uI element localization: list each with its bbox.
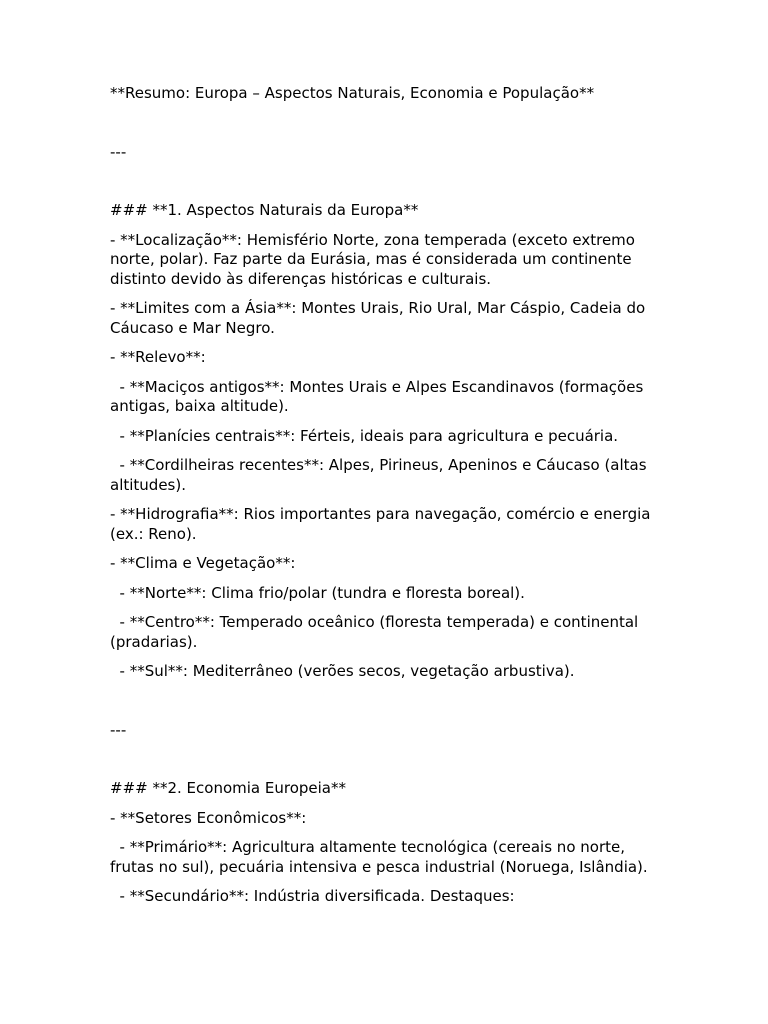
list-item: - **Primário**: Agricultura altamente tecnológica (cereais no norte, frutas no sul), pecuária intensiva e pesca industrial (Noruega, Islândia).: [110, 838, 648, 876]
list-item: - **Maciços antigos**: Montes Urais e Alpes Escandinavos (formações antigas, baixa altitude).: [110, 377, 649, 415]
list-item: - **Centro**: Temperado oceânico (floresta temperada) e continental (pradarias).: [110, 613, 643, 651]
section-heading: ### **2. Economia Europeia**: [110, 779, 346, 797]
separator: ---: [110, 142, 127, 161]
list-item: - **Hidrografia**: Rios importantes para navegação, comércio e energia (ex.: Reno).: [110, 505, 656, 543]
document-body: [110, 84, 670, 907]
section-heading: ### **1. Aspectos Naturais da Europa**: [110, 201, 419, 219]
list-item: - **Limites com a Ásia**: Montes Urais, Rio Ural, Mar Cáspio, Cadeia do Cáucaso e Mar Negro.: [110, 299, 650, 337]
list-item: - **Setores Econômicos**:: [110, 808, 307, 827]
list-item: - **Clima e Vegetação**:: [110, 554, 296, 572]
list-item: - **Planícies centrais**: Férteis, ideais para agricultura e pecuária.: [110, 426, 619, 445]
document-title: **Resumo: Europa – Aspectos Naturais, Economia e População**: [110, 84, 595, 102]
list-item: - **Sul**: Mediterrâneo (verões secos, vegetação arbustiva).: [110, 662, 575, 680]
list-item: - **Cordilheiras recentes**: Alpes, Pirineus, Apeninos e Cáucaso (altas altitudes).: [110, 456, 652, 494]
list-item: - **Relevo**:: [110, 348, 206, 366]
list-item: - **Norte**: Clima frio/polar (tundra e floresta boreal).: [110, 583, 525, 602]
list-item: - **Secundário**: Indústria diversificada. Destaques:: [110, 887, 515, 905]
list-item: - **Localização**: Hemisfério Norte, zona temperada (exceto extremo norte, polar). Faz parte da Eurásia, mas é considerada um continente distinto devido às diferenças históricas e culturais.: [110, 230, 640, 288]
separator: ---: [110, 720, 127, 739]
